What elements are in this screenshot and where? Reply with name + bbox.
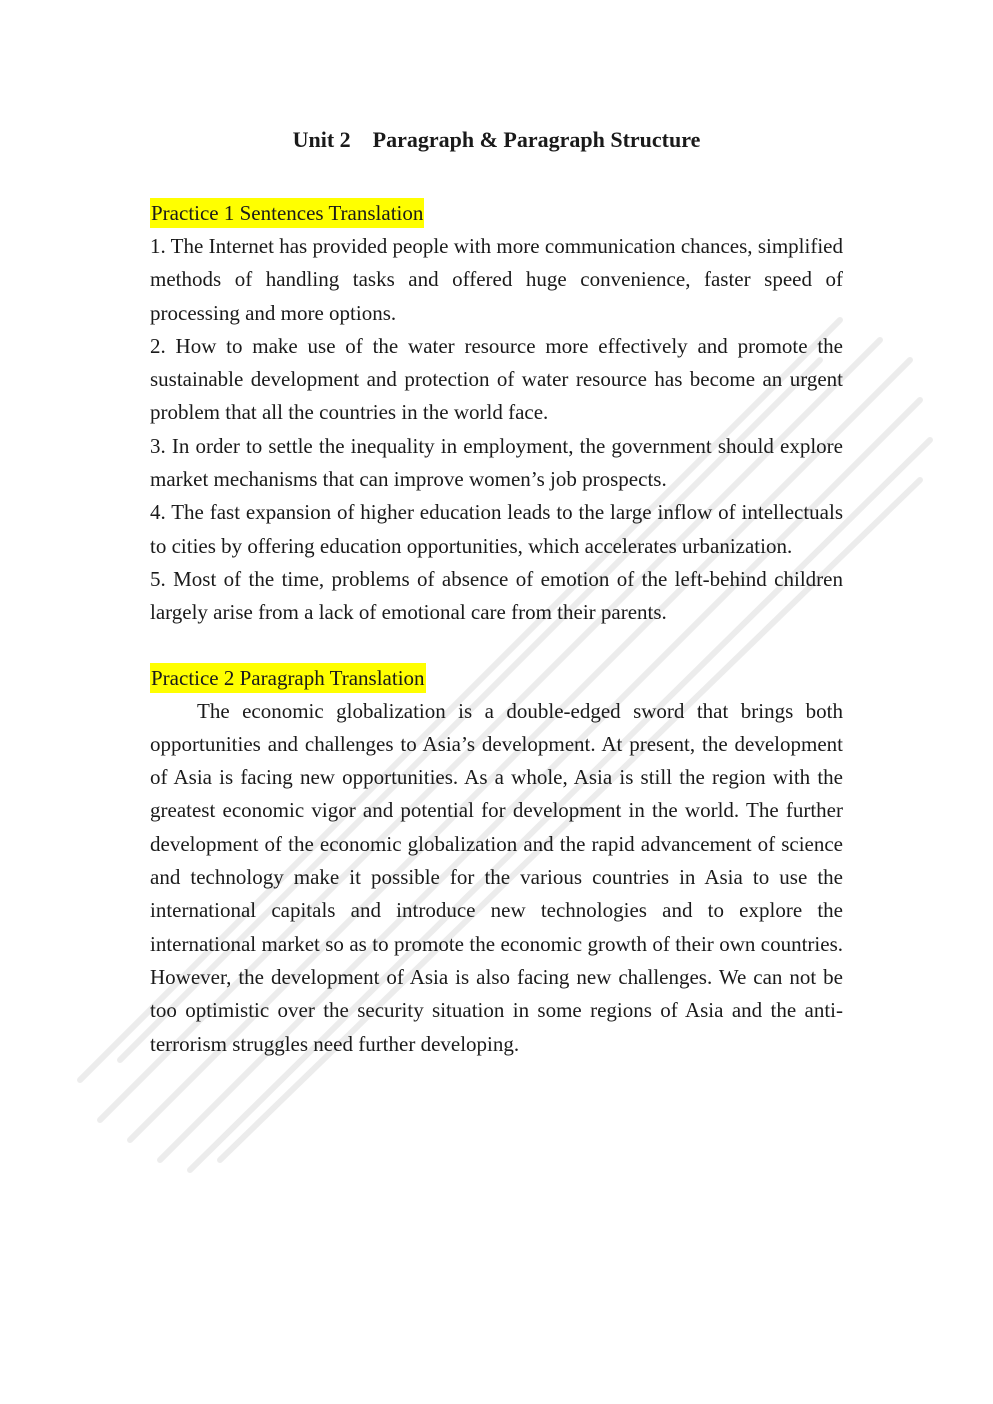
practice-1-section <box>150 198 843 630</box>
sentence-item-5: 5. Most of the time, problems of absence of emotion of the left-behind children largely arise from a lack of emotional care from their parents. <box>150 566 843 625</box>
page-title: Unit 2 Paragraph & Paragraph Structure <box>292 127 701 152</box>
sentence-item-2: 2. How to make use of the water resource more effectively and promote the sustainable development and protection of water resource has become an urgent problem that all the countries in the world face. <box>150 333 843 425</box>
sentence-item-1: 1. The Internet has provided people with more communication chances, simplified methods of handling tasks and offered huge convenience, faster speed of processing and more options. <box>150 234 843 325</box>
sentence-item-4: 4. The fast expansion of higher education leads to the large inflow of intellectuals to cities by offering education opportunities, which accelerates urbanization. <box>150 500 843 558</box>
practice-2-heading: Practice 2 Paragraph Translation <box>150 663 426 693</box>
sentence-item-3: 3. In order to settle the inequality in employment, the government should explore market mechanisms that can improve women’s job prospects. <box>150 433 843 492</box>
practice-1-heading: Practice 1 Sentences Translation <box>150 198 424 228</box>
document-page <box>150 120 843 1061</box>
practice-2-section <box>150 663 843 1061</box>
translation-paragraph: The economic globalization is a double-edged sword that brings both opportunities and challenges to Asia’s development. At present, the development of Asia is facing new opportunities. As a whole, Asia is still the region with the greatest economic vigor and potential for development in the world. The further development of the economic globalization and the rapid advancement of science and technology make it possible for the various countries in Asia to use the international capitals and introduce new technologies and to explore the international market so as to promote the economic growth of their own countries. However, the development of Asia is also facing new challenges. We can not be too optimistic over the security situation in some regions of Asia and the anti-terrorism struggles need further developing. <box>150 698 843 1056</box>
